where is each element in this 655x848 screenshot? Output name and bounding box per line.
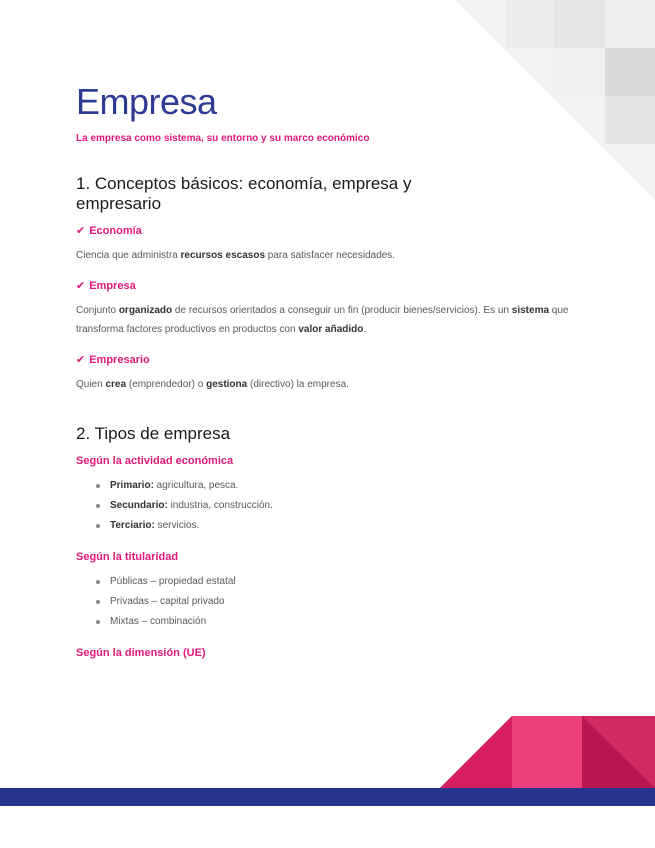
concept-empresario <box>76 353 596 394</box>
concept-description: Quien crea (emprendedor) o gestiona (directivo) la empresa. <box>76 379 349 390</box>
concept-label: ✔ Economía <box>76 225 142 237</box>
concept-label: ✔ Empresa <box>76 280 136 292</box>
list-item: Secundario: industria, construcción. <box>96 496 596 516</box>
concept-economia <box>76 224 596 265</box>
subsection-label-titularidad: Según la titularidad <box>76 551 179 563</box>
concept-description: Ciencia que administra recursos escasos para satisfacer necesidades. <box>76 250 396 261</box>
section-heading-conceptos: 1. Conceptos básicos: economía, empresa y empresario <box>76 174 412 213</box>
list-item: Privadas – capital privado <box>96 592 596 612</box>
list-titularidad <box>76 572 596 632</box>
concept-empresa <box>76 279 596 339</box>
list-item: Públicas – propiedad estatal <box>96 572 596 592</box>
concept-label: ✔ Empresario <box>76 354 150 366</box>
bottom-right-decoration <box>440 716 655 788</box>
document-body <box>76 78 596 660</box>
list-actividad <box>76 476 596 536</box>
list-item: Mixtas – combinación <box>96 612 596 632</box>
footer-bar <box>0 788 655 806</box>
checkmark-icon: ✔ <box>76 225 86 237</box>
concept-description: Conjunto organizado de recursos orientados a conseguir un fin (producir bienes/servicios). Es un sistema que transforma factores productivos en productos con valor añadido. <box>76 305 569 335</box>
list-item: Terciario: servicios. <box>96 516 596 536</box>
page-subtitle: La empresa como sistema, su entorno y su marco económico <box>76 133 370 144</box>
checkmark-icon: ✔ <box>76 280 86 292</box>
list-item: Primario: agricultura, pesca. <box>96 476 596 496</box>
checkmark-icon: ✔ <box>76 354 86 366</box>
subsection-label-actividad: Según la actividad económica <box>76 455 234 467</box>
subsection-label-dimension: Según la dimensión (UE) <box>76 647 206 659</box>
page-title: Empresa <box>76 81 217 122</box>
section-heading-tipos: 2. Tipos de empresa <box>76 424 231 443</box>
